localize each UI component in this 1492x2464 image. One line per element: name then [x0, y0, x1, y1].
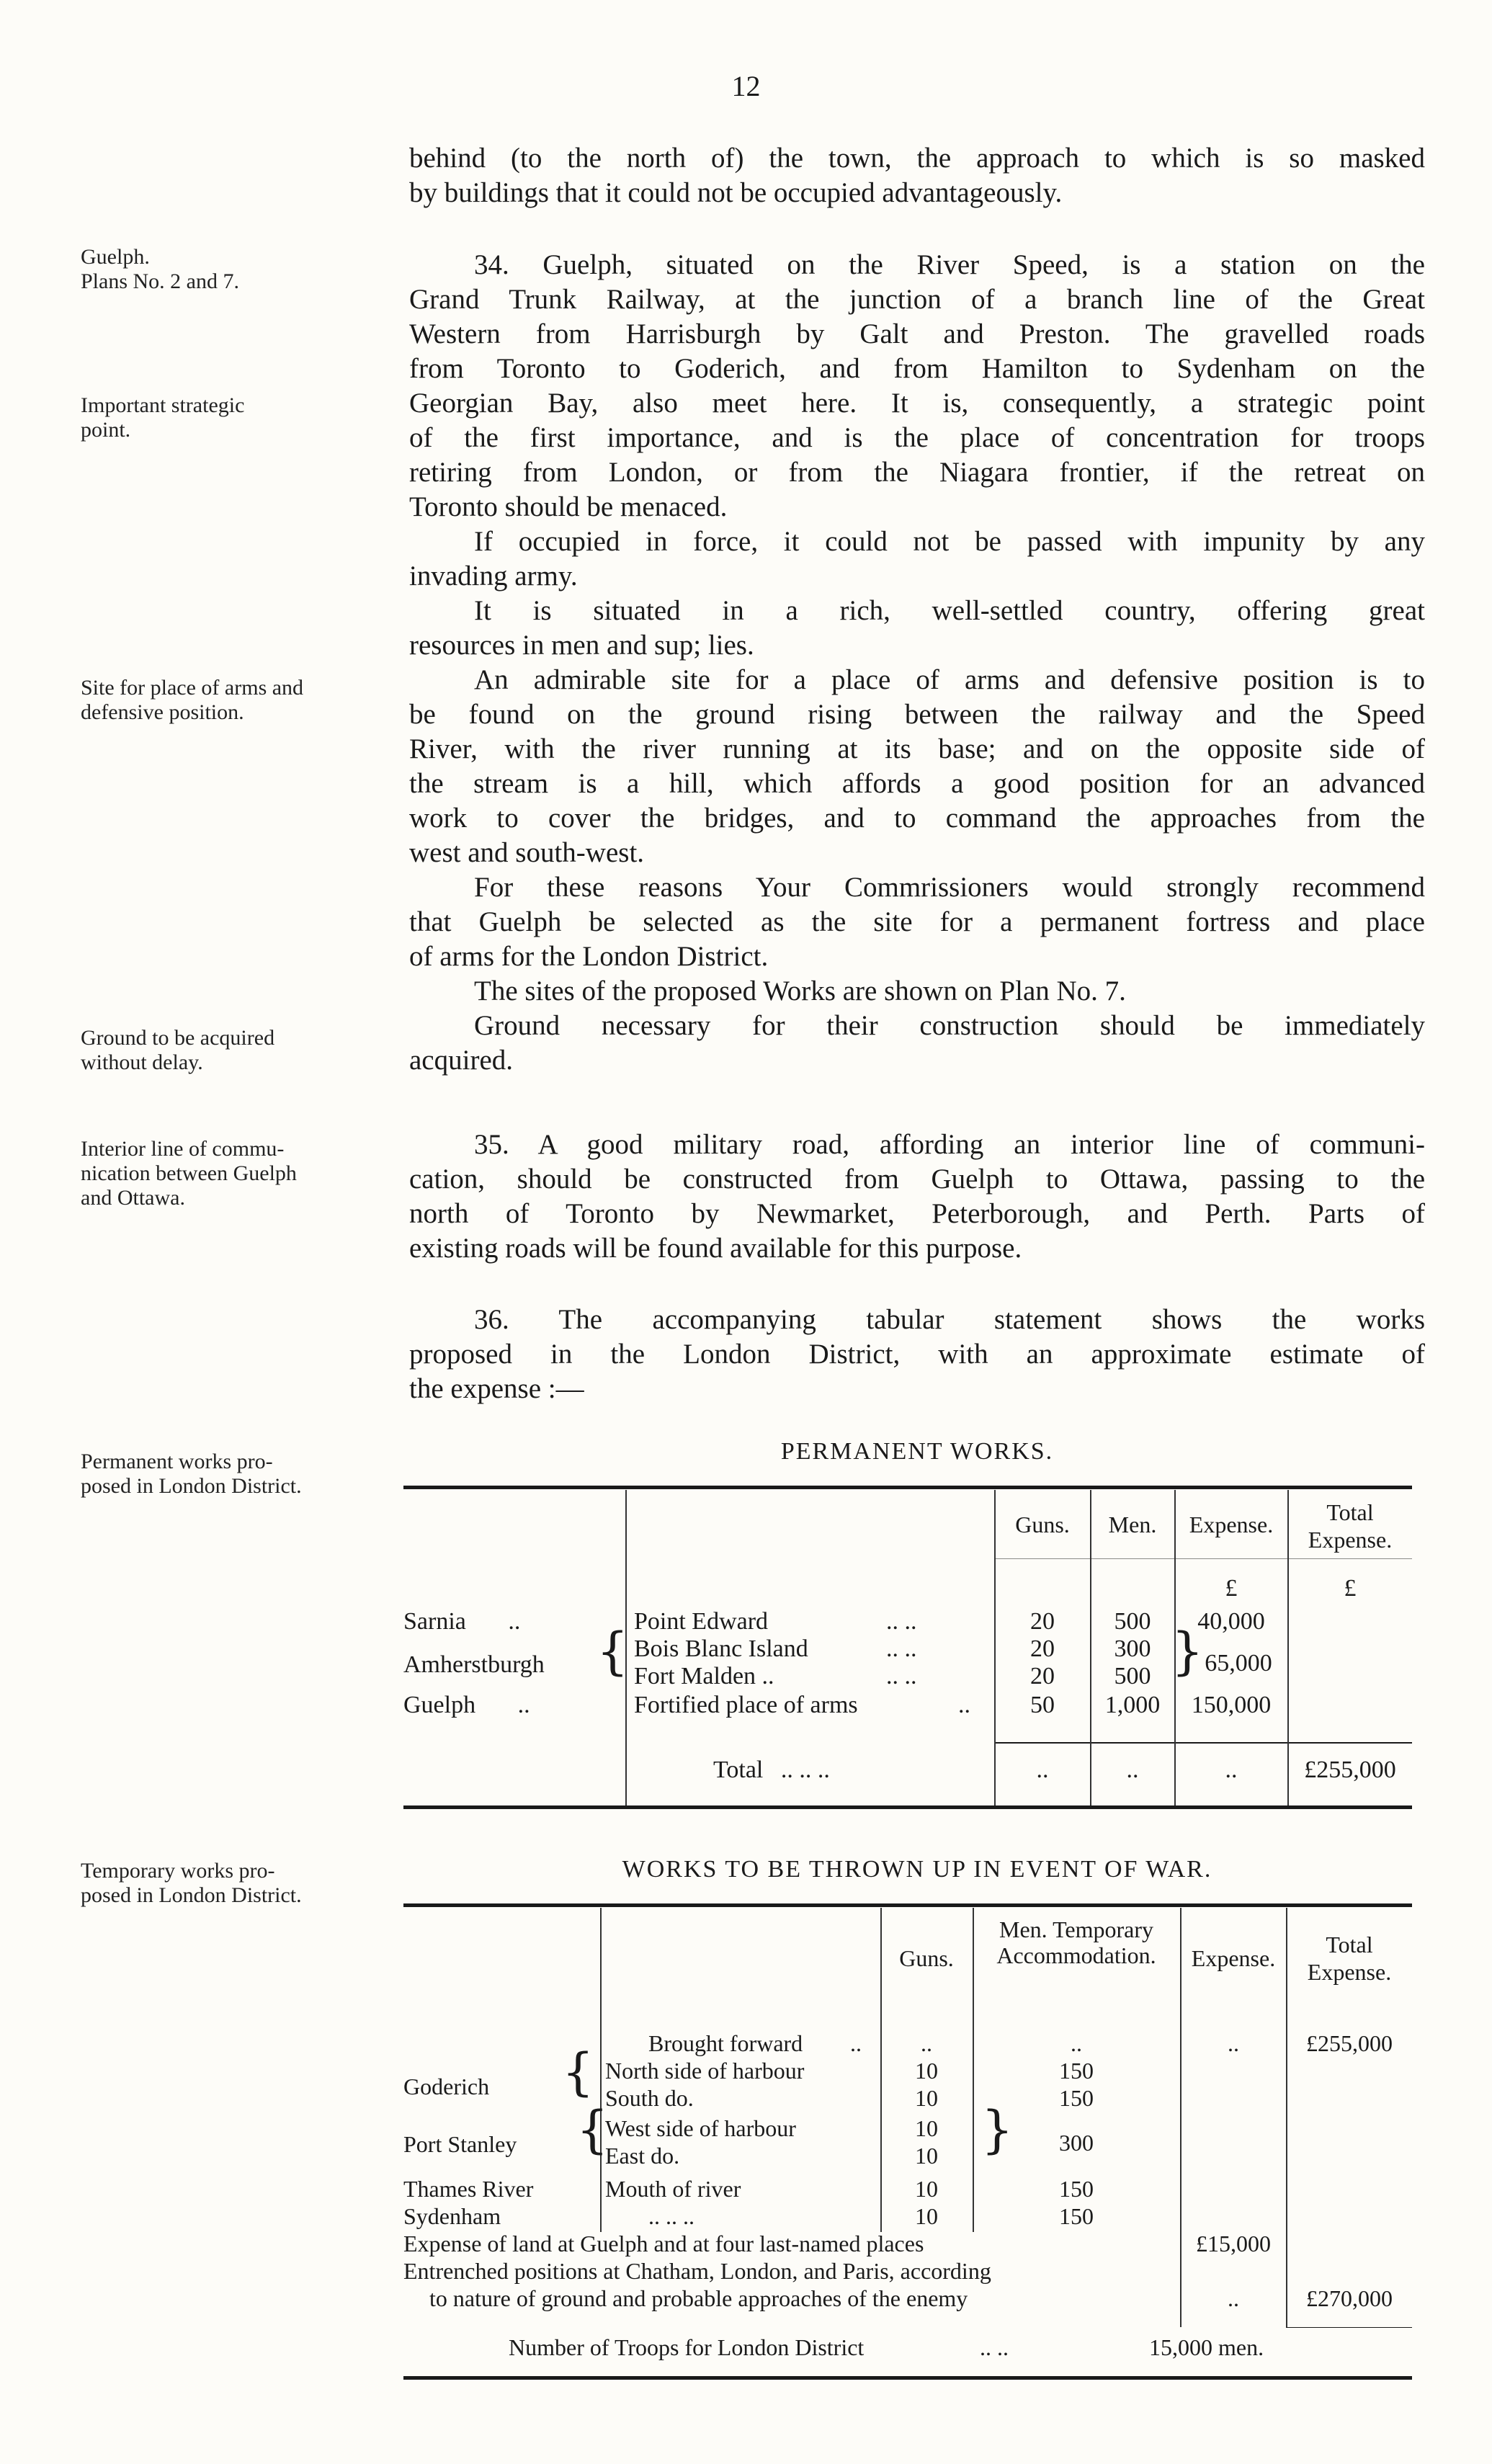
text-line: the expense :— [409, 1373, 584, 1404]
work-cell: Fort Malden .. [634, 1663, 774, 1689]
men-cell: 150 [1059, 2176, 1094, 2202]
guns-cell: 20 [1030, 1635, 1055, 1662]
margin-note-line: defensive position. [81, 700, 244, 724]
total-label: Total [713, 1757, 764, 1783]
guns-cell: 20 [1030, 1608, 1055, 1635]
text-line: be found on the ground rising between the railway and the Speed [409, 699, 1425, 730]
text-line: work to cover the bridges, and to command the approaches from the [409, 803, 1425, 834]
text-line: by buildings that it could not be occupied advantageously. [409, 177, 1063, 208]
place-cell: Sydenham [403, 2203, 501, 2229]
column-header-total: Total Expense. [1307, 1932, 1392, 1985]
men-cell: 1,000 [1104, 1692, 1161, 1718]
entrenched-label: Entrenched positions at Chatham, London, and Paris, according [403, 2258, 991, 2284]
expense-cell: 40,000 [1197, 1608, 1265, 1635]
text-line: The sites of the proposed Works are shown on Plan No. 7. [474, 976, 1126, 1006]
temporary-works-caption: WORKS TO BE THROWN UP IN EVENT OF WAR. [622, 1856, 1212, 1883]
header-underline [994, 1558, 1412, 1559]
empty-cell: .. [1036, 1757, 1049, 1783]
entrenched-label: to nature of ground and probable approaches of the enemy [429, 2285, 968, 2311]
men-cell: 150 [1059, 2203, 1094, 2229]
table-row [403, 1608, 520, 1635]
text-line: from Toronto to Goderich, and from Hamilton to Sydenham on the [409, 353, 1425, 384]
margin-note-site [81, 676, 405, 725]
currency-symbol: £ [1225, 1575, 1238, 1602]
leader-dots: .. [508, 1608, 521, 1635]
intro-paragraph [409, 141, 1425, 210]
text-line: acquired. [409, 1045, 514, 1076]
leader-dots: .. .. [886, 1608, 917, 1635]
margin-note-ground [81, 1026, 405, 1075]
men-cell: 300 [1114, 1635, 1151, 1662]
margin-note-line: Interior line of commu- [81, 1137, 285, 1161]
text-line: 34. Guelph, situated on the River Speed, is a station on the [474, 249, 1425, 280]
work-cell: West side of harbour [605, 2115, 796, 2141]
text-line: the stream is a hill, which affords a good position for an advanced [409, 768, 1425, 799]
land-expense-value: £15,000 [1196, 2231, 1271, 2257]
column-header-men: Men. Temporary Accommodation. [996, 1916, 1156, 1968]
text-line: 36. The accompanying tabular statement shows the works [474, 1304, 1425, 1335]
guns-cell: 10 [915, 2143, 938, 2169]
margin-note-guelph [81, 245, 405, 294]
expense-cell: 150,000 [1191, 1692, 1272, 1718]
text-line: behind (to the north of) the town, the approach to which is so masked [409, 143, 1425, 174]
text-line: invading army. [409, 561, 578, 592]
column-header-expense: Expense. [1189, 1512, 1274, 1537]
text-line: resources in men and sup; lies. [409, 630, 754, 661]
margin-note-line: Important strategic [81, 393, 245, 417]
margin-note-temporary [81, 1859, 405, 1908]
leader-dots: .. [958, 1692, 970, 1718]
currency-symbol: £ [1344, 1575, 1357, 1602]
leader-dots: .. .. .. [780, 1757, 830, 1783]
brace: { [562, 2043, 594, 2102]
brace: { [597, 1622, 629, 1681]
margin-note-line: posed in London District. [81, 1474, 302, 1498]
text-line: of the first importance, and is the place of concentration for troops [409, 422, 1425, 453]
margin-note-line: without delay. [81, 1050, 203, 1074]
guns-cell: 10 [915, 2058, 938, 2084]
guns-cell: 20 [1030, 1663, 1055, 1689]
margin-note-line: Permanent works pro- [81, 1450, 273, 1473]
grand-total: £270,000 [1306, 2285, 1393, 2311]
land-expense-label: Expense of land at Guelph and at four last-named places [403, 2231, 924, 2257]
leader-dots: .. .. .. [648, 2203, 694, 2229]
text-line: Grand Trunk Railway, at the junction of a branch line of the Great [409, 284, 1425, 315]
empty-cell: .. [1225, 1757, 1238, 1783]
column-header-guns: Guns. [1015, 1512, 1070, 1537]
work-cell: South do. [605, 2085, 694, 2111]
text-line: west and south-west. [409, 837, 645, 868]
margin-note-line: posed in London District. [81, 1883, 302, 1907]
total-rule [994, 1742, 1412, 1744]
guns-cell: 10 [915, 2115, 938, 2141]
column-header-expense: Expense. [1191, 1945, 1276, 1971]
empty-cell: .. [1126, 1757, 1139, 1783]
paragraph-34 [409, 248, 1425, 1078]
empty-cell: .. [1228, 2030, 1239, 2056]
total-rule [1286, 2327, 1412, 2328]
text-line: Georgian Bay, also meet here. It is, consequently, a strategic point [409, 388, 1425, 419]
brought-forward-label: Brought forward [648, 2030, 803, 2056]
text-line: north of Toronto by Newmarket, Peterborough, and Perth. Parts of [409, 1198, 1425, 1229]
margin-note-line: Site for place of arms and [81, 676, 304, 700]
table-top-rule [403, 1903, 1412, 1907]
troops-value: 15,000 men. [1149, 2334, 1264, 2360]
guns-cell: 10 [915, 2176, 938, 2202]
place-cell: Sarnia [403, 1608, 466, 1635]
margin-note-line: point. [81, 418, 131, 442]
empty-cell: .. [1228, 2285, 1239, 2311]
column-divider [600, 1908, 602, 2232]
men-cell: 150 [1059, 2058, 1094, 2084]
text-line: Toronto should be menaced. [409, 491, 728, 522]
troops-label: Number of Troops for London District [509, 2334, 865, 2360]
margin-note-line: Plans No. 2 and 7. [81, 269, 239, 293]
text-line: cation, should be constructed from Guelph to Ottawa, passing to the [409, 1164, 1425, 1195]
column-header-total: Total Expense. [1308, 1499, 1393, 1553]
table-row [713, 1757, 830, 1784]
work-cell: Mouth of river [605, 2176, 741, 2202]
men-cell: 500 [1114, 1663, 1151, 1689]
brace: { [576, 2100, 609, 2159]
margin-note-strategic [81, 393, 405, 442]
place-cell: Port Stanley [403, 2131, 517, 2157]
leader-dots: .. [850, 2030, 862, 2056]
margin-note-line: Guelph. [81, 245, 150, 269]
text-line: retiring from London, or from the Niagara frontier, if the retreat on [409, 457, 1425, 488]
leader-dots: .. .. [886, 1663, 917, 1689]
guns-cell: 50 [1030, 1692, 1055, 1718]
text-line: It is situated in a rich, well-settled country, offering great [474, 595, 1425, 626]
empty-cell: .. [1071, 2030, 1082, 2056]
expense-cell: 65,000 [1205, 1650, 1272, 1677]
guns-cell: 10 [915, 2085, 938, 2111]
text-line: If occupied in force, it could not be passed with impunity by any [474, 526, 1425, 557]
work-cell: Point Edward [634, 1608, 769, 1635]
men-cell: 300 [1059, 2130, 1094, 2156]
column-header-men: Men. [1108, 1512, 1157, 1537]
empty-cell: .. [921, 2030, 932, 2056]
margin-note-line: Temporary works pro- [81, 1859, 275, 1883]
margin-note-permanent [81, 1450, 405, 1499]
table-top-rule [403, 1486, 1412, 1489]
brace: } [981, 2100, 1014, 2159]
table-row [403, 1692, 530, 1719]
men-cell: 500 [1114, 1608, 1151, 1635]
leader-dots: .. .. [980, 2334, 1009, 2360]
margin-note-line: and Ottawa. [81, 1186, 185, 1210]
text-line: An admirable site for a place of arms and defensive position is to [474, 664, 1425, 695]
text-line: proposed in the London District, with an approximate estimate of [409, 1339, 1425, 1370]
margin-note-interior [81, 1137, 405, 1210]
text-line: that Guelph be selected as the site for a permanent fortress and place [409, 906, 1425, 937]
place-cell: Amherstburgh [403, 1651, 545, 1678]
text-line: For these reasons Your Commrissioners would strongly recommend [474, 872, 1425, 903]
total-value: £255,000 [1304, 1757, 1396, 1783]
work-cell: East do. [605, 2143, 680, 2169]
text-line: Western from Harrisburgh by Galt and Preston. The gravelled roads [409, 318, 1425, 349]
work-cell: Bois Blanc Island [634, 1635, 808, 1662]
column-header-guns: Guns. [899, 1945, 954, 1971]
work-cell: North side of harbour [605, 2058, 805, 2084]
margin-note-line: nication between Guelph [81, 1161, 297, 1185]
place-cell: Goderich [403, 2074, 490, 2099]
table-bottom-rule [403, 1805, 1412, 1809]
place-cell: Thames River [403, 2176, 534, 2202]
permanent-works-caption: PERMANENT WORKS. [780, 1438, 1054, 1465]
text-line: 35. A good military road, affording an interior line of communi- [474, 1129, 1425, 1160]
men-cell: 150 [1059, 2085, 1094, 2111]
brace: } [1171, 1622, 1204, 1681]
place-cell: Guelph [403, 1692, 476, 1718]
text-line: River, with the river running at its base; and on the opposite side of [409, 733, 1425, 764]
page-number: 12 [731, 70, 761, 102]
text-line: of arms for the London District. [409, 941, 769, 972]
guns-cell: 10 [915, 2203, 938, 2229]
text-line: Ground necessary for their construction should be immediately [474, 1010, 1425, 1041]
table-bottom-rule [403, 2376, 1412, 2380]
paragraph-36 [409, 1303, 1425, 1406]
text-line: existing roads will be found available for this purpose. [409, 1233, 1022, 1264]
work-cell: Fortified place of arms [634, 1692, 858, 1718]
margin-note-line: Ground to be acquired [81, 1026, 275, 1050]
leader-dots: .. .. [886, 1635, 917, 1662]
paragraph-35 [409, 1128, 1425, 1266]
brought-forward-total: £255,000 [1306, 2030, 1393, 2056]
leader-dots: .. [517, 1692, 530, 1718]
